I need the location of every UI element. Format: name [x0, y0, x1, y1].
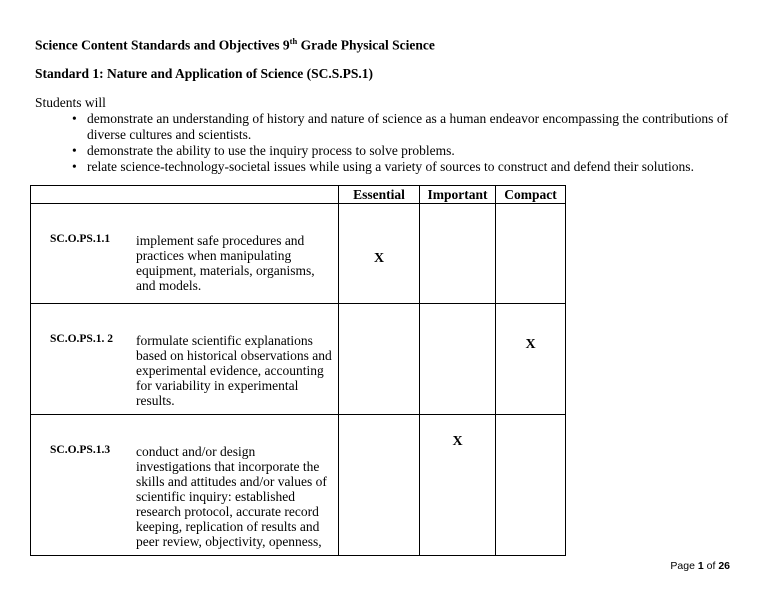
compact-cell: [496, 304, 566, 415]
compact-mark: [496, 415, 565, 434]
important-cell: [420, 204, 496, 304]
bullet-icon: •: [72, 111, 77, 126]
header-essential: Essential: [339, 186, 420, 204]
important-mark: [420, 304, 495, 337]
objective-text: demonstrate the ability to use the inquiry process to solve problems.: [87, 143, 455, 158]
title-rest: Grade Physical Science: [297, 37, 435, 53]
essential-mark: X: [373, 251, 385, 266]
objective-item: [72, 111, 745, 143]
title-superscript: th: [289, 36, 298, 46]
bullet-icon: •: [72, 159, 77, 174]
page-number: [670, 560, 730, 572]
compact-cell: [496, 204, 566, 304]
compact-cell: [496, 415, 566, 556]
header-blank-cell: [31, 186, 339, 204]
important-mark: X: [452, 434, 463, 449]
table-row: [31, 304, 566, 415]
standards-table: [30, 185, 566, 556]
objectives-list: [72, 111, 745, 175]
objective-item: [72, 159, 745, 175]
page-current: 1: [697, 560, 704, 572]
objective-description: formulate scientific explanations based on historical observations and experimental evidence, accounting for variability in experimental results.: [136, 304, 339, 415]
page-title: [35, 36, 435, 54]
page-total: 26: [718, 560, 730, 572]
objective-description: implement safe procedures and practices when manipulating equipment, materials, organisms, and models.: [136, 204, 339, 304]
table-row: [31, 204, 566, 304]
table-row: [31, 415, 566, 556]
important-cell: [420, 304, 496, 415]
bullet-icon: •: [72, 143, 77, 158]
objective-code: SC.O.PS.1. 2: [31, 304, 137, 415]
page-label: Page: [670, 560, 698, 572]
header-important: Important: [420, 186, 496, 204]
objective-code: SC.O.PS.1.3: [31, 415, 137, 556]
essential-mark: [339, 415, 419, 434]
objective-item: [72, 143, 745, 159]
important-mark: [420, 204, 495, 251]
important-cell: [420, 415, 496, 556]
standard-heading: Standard 1: Nature and Application of Science (SC.S.PS.1): [35, 66, 374, 81]
page-of: of: [703, 560, 719, 572]
objective-code: SC.O.PS.1.1: [31, 204, 137, 304]
table-header-row: [31, 186, 566, 204]
intro-text: Students will: [35, 95, 106, 110]
objective-text: demonstrate an understanding of history and nature of science as a human endeavor encompassing the contributions of diverse cultures and scientists.: [87, 111, 729, 142]
essential-mark: [339, 304, 419, 337]
essential-cell: [339, 415, 420, 556]
compact-mark: X: [525, 337, 536, 352]
essential-cell: [339, 204, 420, 304]
title-text: Science Content Standards and Objectives 9: [35, 37, 290, 53]
header-compact: Compact: [496, 186, 566, 204]
objective-description: conduct and/or design investigations that incorporate the skills and attitudes and/or values of scientific inquiry: established research protocol, accurate record keeping, replication of results and peer review, objectivity, openness,: [136, 415, 339, 556]
compact-mark: [496, 204, 565, 251]
objective-text: relate science-technology-societal issues while using a variety of sources to construct and defend their solutions.: [87, 159, 694, 174]
essential-cell: [339, 304, 420, 415]
